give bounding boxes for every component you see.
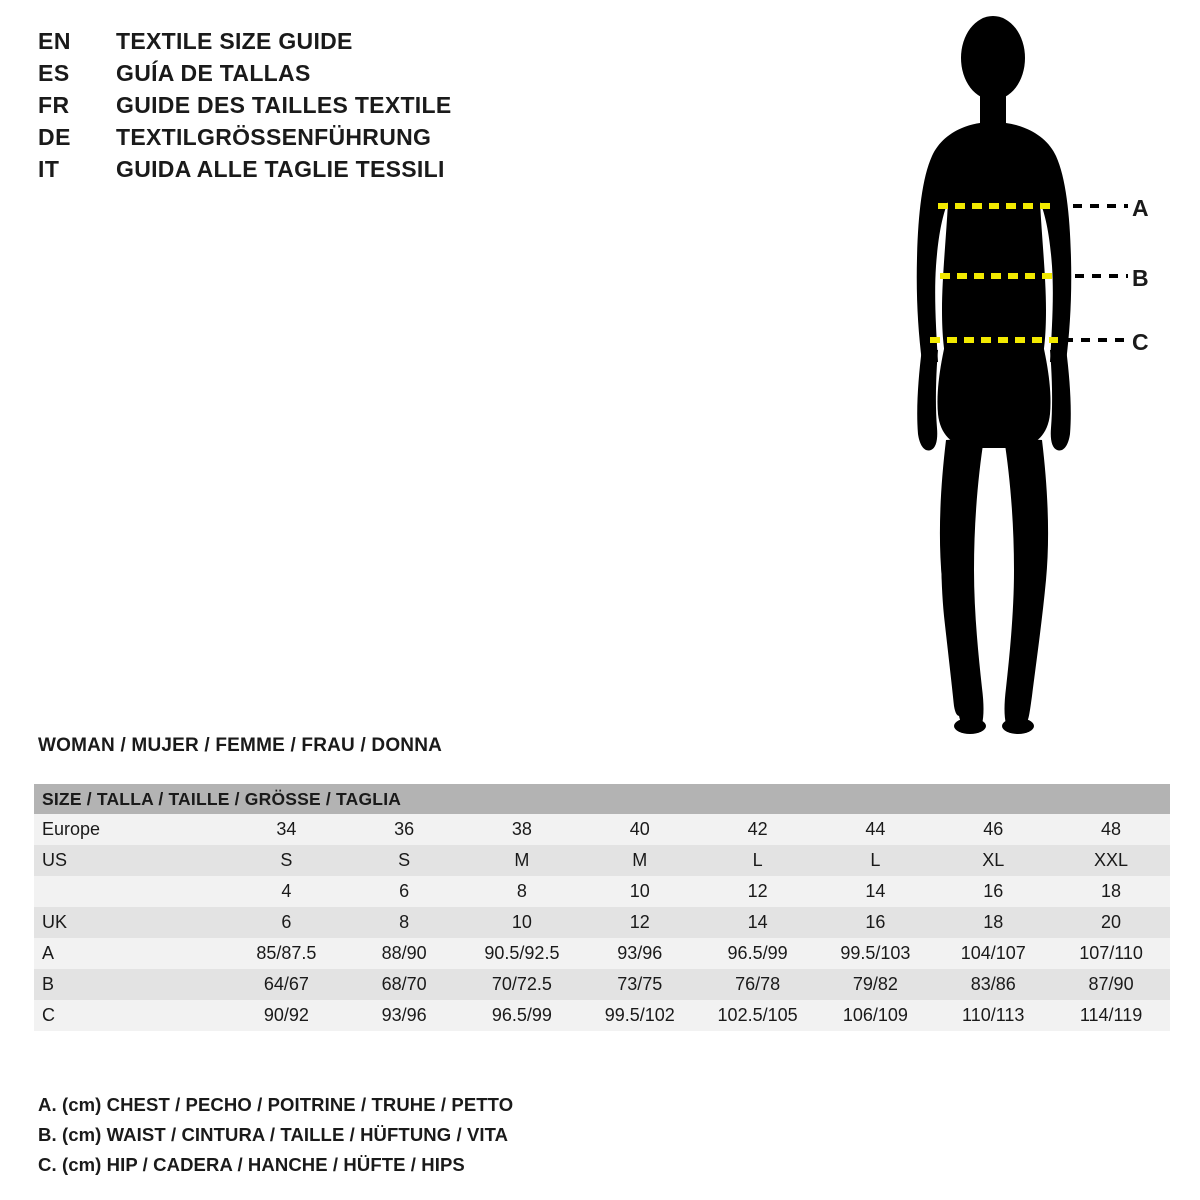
size-table — [34, 784, 1170, 1031]
cell-usnum-1: 6 — [345, 876, 463, 907]
legend-chest: A. (cm) CHEST / PECHO / POITRINE / TRUHE / PETTO — [38, 1094, 514, 1115]
cell-europe-0: 34 — [228, 814, 346, 845]
language-row-en — [38, 28, 598, 60]
cell-a-7: 107/110 — [1052, 938, 1170, 969]
language-row-es — [38, 60, 598, 92]
woman-silhouette-icon — [860, 10, 1190, 750]
chest-measure-marker: A — [1132, 195, 1149, 221]
cell-a-6: 104/107 — [934, 938, 1052, 969]
table-head — [34, 784, 1170, 814]
cell-b-1: 68/70 — [345, 969, 463, 1000]
cell-us-4: L — [699, 845, 817, 876]
measurement-legend — [38, 1090, 838, 1180]
cell-europe-5: 44 — [817, 814, 935, 845]
cell-b-0: 64/67 — [228, 969, 346, 1000]
cell-us-7: XXL — [1052, 845, 1170, 876]
table-row — [34, 876, 1170, 907]
language-code-de: DE — [38, 124, 71, 150]
cell-uk-4: 14 — [699, 907, 817, 938]
cell-europe-7: 48 — [1052, 814, 1170, 845]
table-body — [34, 814, 1170, 1031]
cell-b-6: 83/86 — [934, 969, 1052, 1000]
language-code-es: ES — [38, 60, 70, 86]
cell-us-3: M — [581, 845, 699, 876]
cell-usnum-5: 14 — [817, 876, 935, 907]
cell-a-1: 88/90 — [345, 938, 463, 969]
cell-uk-2: 10 — [463, 907, 581, 938]
cell-c-5: 106/109 — [817, 1000, 935, 1031]
legend-waist: B. (cm) WAIST / CINTURA / TAILLE / HÜFTUNG / VITA — [38, 1124, 509, 1145]
language-title-en: TEXTILE SIZE GUIDE — [116, 28, 353, 54]
table-row — [34, 969, 1170, 1000]
cell-us-1: S — [345, 845, 463, 876]
cell-usnum-0: 4 — [228, 876, 346, 907]
cell-europe-1: 36 — [345, 814, 463, 845]
cell-c-1: 93/96 — [345, 1000, 463, 1031]
cell-c-0: 90/92 — [228, 1000, 346, 1031]
cell-a-3: 93/96 — [581, 938, 699, 969]
cell-a-5: 99.5/103 — [817, 938, 935, 969]
language-code-en: EN — [38, 28, 71, 54]
language-title-it: GUIDA ALLE TAGLIE TESSILI — [116, 156, 445, 182]
language-title-fr: GUIDE DES TAILLES TEXTILE — [116, 92, 452, 118]
cell-c-7: 114/119 — [1052, 1000, 1170, 1031]
language-title-es: GUÍA DE TALLAS — [116, 60, 311, 86]
cell-uk-5: 16 — [817, 907, 935, 938]
hip-measure-marker: C — [1132, 329, 1149, 355]
cell-uk-0: 6 — [228, 907, 346, 938]
table-row — [34, 938, 1170, 969]
row-label-b: B — [34, 969, 228, 1000]
row-label-us: US — [34, 845, 228, 876]
cell-uk-1: 8 — [345, 907, 463, 938]
legend-hip: C. (cm) HIP / CADERA / HANCHE / HÜFTE / HIPS — [38, 1154, 465, 1175]
cell-europe-6: 46 — [934, 814, 1052, 845]
row-label-europe: Europe — [34, 814, 228, 845]
cell-uk-3: 12 — [581, 907, 699, 938]
cell-b-3: 73/75 — [581, 969, 699, 1000]
table-row — [34, 1000, 1170, 1031]
language-row-fr — [38, 92, 598, 124]
language-code-fr: FR — [38, 92, 70, 118]
cell-us-5: L — [817, 845, 935, 876]
cell-a-4: 96.5/99 — [699, 938, 817, 969]
section-title-woman: WOMAN / MUJER / FEMME / FRAU / DONNA — [38, 735, 443, 756]
table-row — [34, 814, 1170, 845]
language-code-it: IT — [38, 156, 60, 182]
cell-b-5: 79/82 — [817, 969, 935, 1000]
cell-europe-4: 42 — [699, 814, 817, 845]
cell-a-0: 85/87.5 — [228, 938, 346, 969]
cell-b-7: 87/90 — [1052, 969, 1170, 1000]
cell-b-2: 70/72.5 — [463, 969, 581, 1000]
cell-uk-7: 20 — [1052, 907, 1170, 938]
row-label-us-numeric — [34, 876, 228, 907]
cell-us-6: XL — [934, 845, 1052, 876]
row-label-uk: UK — [34, 907, 228, 938]
cell-usnum-4: 12 — [699, 876, 817, 907]
row-label-a: A — [34, 938, 228, 969]
row-label-c: C — [34, 1000, 228, 1031]
cell-usnum-6: 16 — [934, 876, 1052, 907]
table-header-cell: SIZE / TALLA / TAILLE / GRÖSSE / TAGLIA — [34, 784, 1170, 814]
table-row — [34, 907, 1170, 938]
language-row-it — [38, 156, 598, 188]
language-title-de: TEXTILGRÖSSENFÜHRUNG — [116, 124, 432, 150]
cell-usnum-2: 8 — [463, 876, 581, 907]
cell-us-2: M — [463, 845, 581, 876]
cell-europe-2: 38 — [463, 814, 581, 845]
cell-us-0: S — [228, 845, 346, 876]
waist-measure-marker: B — [1132, 265, 1149, 291]
cell-c-3: 99.5/102 — [581, 1000, 699, 1031]
language-title-block — [38, 28, 598, 188]
cell-c-2: 96.5/99 — [463, 1000, 581, 1031]
cell-c-4: 102.5/105 — [699, 1000, 817, 1031]
table-row — [34, 845, 1170, 876]
table-header-row — [34, 784, 1170, 814]
cell-europe-3: 40 — [581, 814, 699, 845]
cell-b-4: 76/78 — [699, 969, 817, 1000]
cell-usnum-3: 10 — [581, 876, 699, 907]
cell-usnum-7: 18 — [1052, 876, 1170, 907]
cell-uk-6: 18 — [934, 907, 1052, 938]
cell-a-2: 90.5/92.5 — [463, 938, 581, 969]
body-measurement-figure — [860, 10, 1190, 750]
cell-c-6: 110/113 — [934, 1000, 1052, 1031]
language-row-de — [38, 124, 598, 156]
